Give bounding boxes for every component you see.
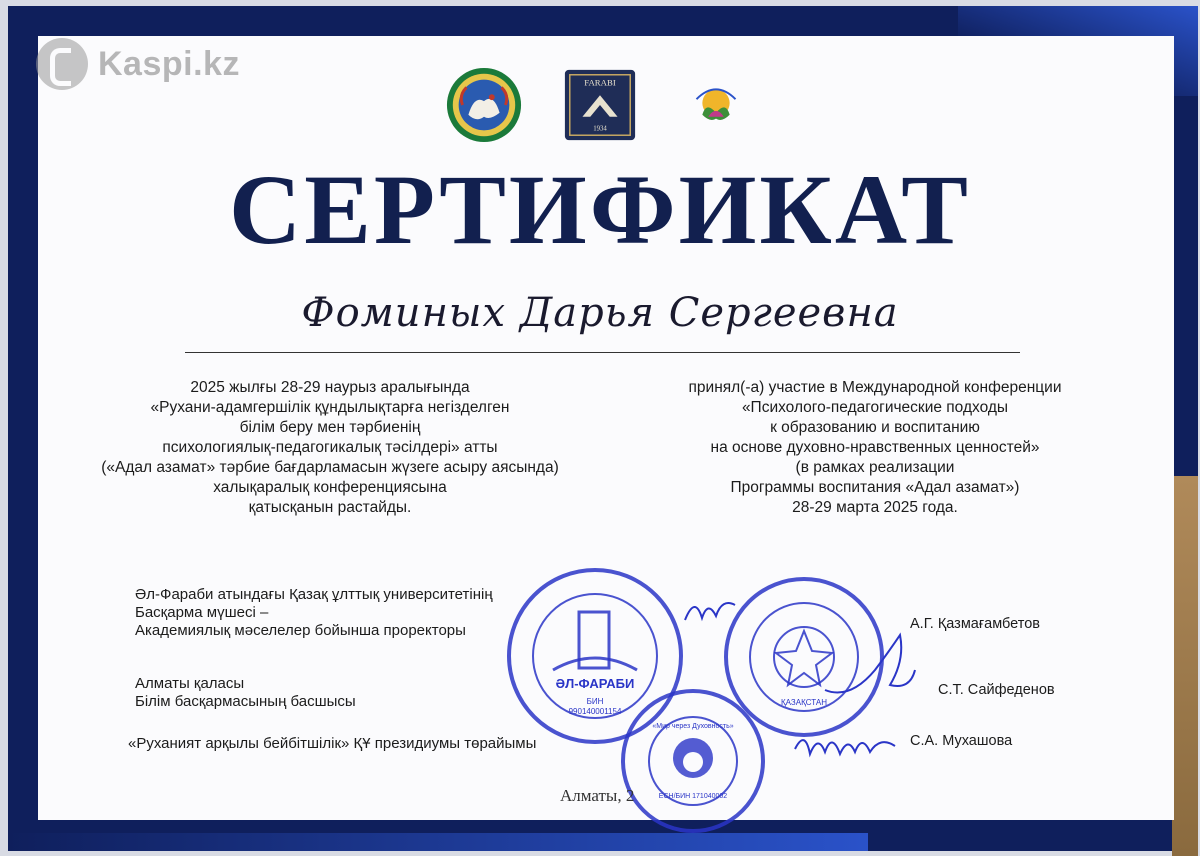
- stamp-bin-label: БИН: [586, 697, 604, 706]
- signatory-2-position: [135, 675, 356, 711]
- left-text-line: білім беру мен тәрбиенің: [239, 419, 421, 436]
- stamp-label: «Мир через Духовность»: [652, 723, 734, 730]
- right-text-line: на основе духовно-нравственных ценностей»: [710, 439, 1040, 456]
- russian-text-block: [640, 378, 1110, 518]
- certificate-title: СЕРТИФИКАТ: [228, 154, 971, 265]
- signature-3: [790, 724, 900, 769]
- left-text-line: («Адал азамат» тәрбие бағдарламасын жүзеге асыру аясында): [101, 459, 559, 476]
- left-text-line: қатысқанын растайды.: [248, 499, 412, 516]
- signatory-3-name: С.А. Мухашова: [910, 733, 1013, 749]
- right-text-line: 28-29 марта 2025 года.: [792, 499, 958, 516]
- signatory-3-position: [128, 735, 536, 753]
- position-line: Әл-Фараби атындағы Қазақ ұлттық университетінің: [135, 586, 493, 603]
- stamp-label: ҚАЗАҚСТАН: [781, 698, 827, 707]
- right-text-line: «Психолого-педагогические подходы: [741, 399, 1009, 416]
- signatory-2-name: С.Т. Сайфеденов: [938, 682, 1055, 698]
- name-underline: [185, 352, 1020, 353]
- kazakh-text-block: [95, 378, 565, 518]
- farabi-logo-year: 1934: [593, 125, 607, 133]
- position-line: Басқарма мүшесі –: [135, 604, 269, 621]
- logo-row: [0, 66, 1200, 144]
- stamp-label: ӘЛ-ФАРАБИ: [555, 676, 635, 691]
- position-line: Алматы қаласы: [135, 675, 245, 692]
- mir-cherez-dukhovnost-stamp: [618, 686, 768, 836]
- right-text-line: к образованию и воспитанию: [770, 419, 980, 436]
- stamp-bin: 990140001154: [568, 707, 622, 716]
- signature-1: [680, 590, 740, 630]
- frame-gold-stripe: [1172, 476, 1198, 856]
- right-text-line: принял(-а) участие в Международной конференции: [688, 379, 1062, 396]
- left-text-line: халықаралық конференциясына: [213, 479, 447, 496]
- watermark-text: Kaspi.kz: [98, 44, 240, 83]
- position-line: «Руханият арқылы бейбітшілік» ҚҰ президиумы төрайымы: [128, 735, 537, 752]
- almaty-emblem-icon: [445, 66, 523, 144]
- left-text-line: психологиялық-педагогикалық тәсілдері» атты: [162, 439, 498, 456]
- farabi-logo-text: FARABI: [584, 77, 616, 88]
- issue-place-date: Алматы, 2: [560, 786, 635, 805]
- position-line: Білім басқармасының басшысы: [135, 693, 356, 710]
- signature-2: [820, 630, 920, 710]
- position-line: Академиялық мәселелер бойынша проректоры: [135, 622, 466, 639]
- stamp-bin: ЕСН/БИН 171040002: [658, 793, 728, 800]
- signatory-1-position: [135, 586, 493, 640]
- left-text-line: «Рухани-адамгершілік құндылықтарға негізделген: [150, 399, 510, 416]
- right-text-line: (в рамках реализации: [795, 459, 955, 476]
- recipient-name: Фоминых Дарья Сергеевна: [301, 290, 899, 336]
- farabi-university-logo-icon: [561, 66, 639, 144]
- mir-cherez-dukhovnost-logo-icon: [677, 66, 755, 144]
- right-text-line: Программы воспитания «Адал азамат»): [730, 479, 1020, 496]
- left-text-line: 2025 жылғы 28-29 наурыз аралығында: [190, 379, 470, 396]
- signatory-1-name: А.Г. Қазмағамбетов: [910, 616, 1040, 632]
